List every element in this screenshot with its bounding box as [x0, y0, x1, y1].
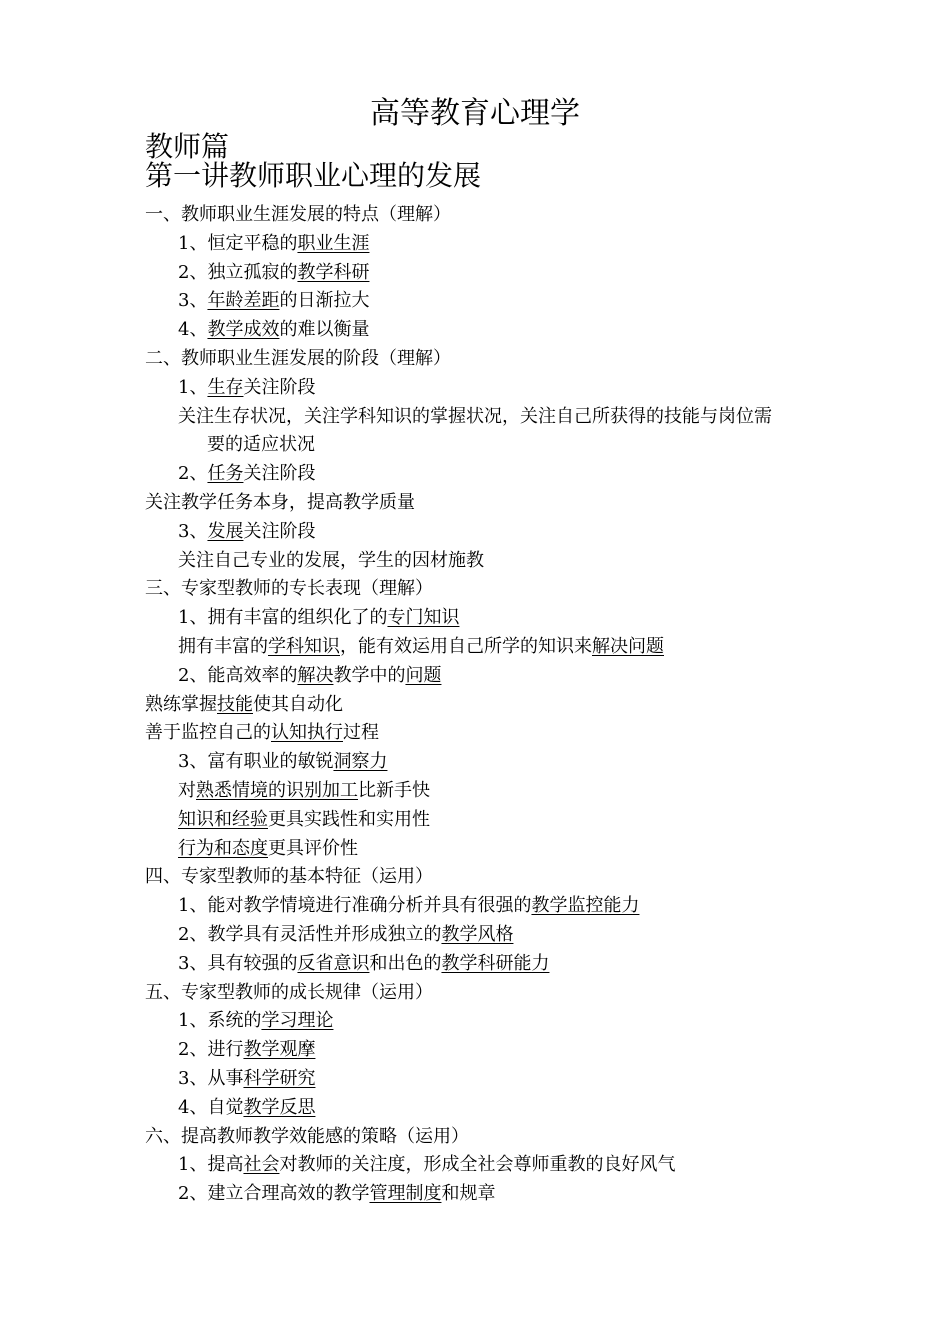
text-segment: 4、自觉	[178, 1096, 244, 1118]
document-title: 高等教育心理学	[370, 96, 580, 131]
text-segment: 3、从事	[178, 1067, 244, 1089]
text-segment: 2、建立合理高效的教学	[178, 1183, 370, 1205]
item-line	[0, 748, 950, 777]
text-segment: 熟练掌握	[145, 693, 217, 715]
underlined-keyword: 年龄差距	[207, 290, 280, 312]
text-segment: 对教师的关注度，形成全社会尊师重教的良好风气	[279, 1154, 676, 1176]
text-segment: 五、专家型教师的成长规律（运用）	[145, 981, 433, 1003]
text-segment: 要的适应状况	[207, 434, 315, 456]
underlined-keyword: 发展	[207, 520, 244, 542]
underlined-keyword: 认知执行	[271, 722, 343, 744]
underlined-keyword: 任务	[207, 463, 244, 485]
underlined-keyword: 教学成效	[207, 319, 280, 341]
item-line	[0, 777, 950, 806]
item-line	[0, 1094, 950, 1123]
section-line	[0, 719, 950, 748]
text-segment: 拥有丰富的	[178, 635, 268, 657]
text-segment: 关注阶段	[243, 520, 316, 542]
underlined-keyword: 教学科研	[297, 261, 370, 283]
underlined-keyword: 知识和经验	[178, 808, 268, 830]
item-line	[0, 1065, 950, 1094]
text-segment: 二、教师职业生涯发展的阶段（理解）	[145, 347, 451, 369]
underlined-keyword: 反省意识	[297, 952, 370, 974]
text-segment: 三、专家型教师的专长表现（理解）	[145, 578, 433, 600]
item-line	[0, 1180, 950, 1209]
text-segment: 过程	[343, 722, 379, 744]
text-segment: 3、具有较强的	[178, 952, 298, 974]
underlined-keyword: 学习理论	[261, 1010, 334, 1032]
text-segment: 2、教学具有灵活性并形成独立的	[178, 923, 442, 945]
text-segment: 的难以衡量	[279, 319, 370, 341]
text-segment: 1、提高	[178, 1154, 244, 1176]
text-segment: 的日渐拉大	[279, 290, 370, 312]
underlined-keyword: 行为和态度	[178, 837, 268, 859]
item-line	[0, 230, 950, 259]
text-segment: 2、	[178, 463, 208, 485]
text-segment: 教学中的	[333, 664, 406, 686]
underlined-keyword: 教学科研能力	[441, 952, 550, 974]
text-segment: 关注阶段	[243, 463, 316, 485]
underlined-keyword: 管理制度	[369, 1183, 442, 1205]
underlined-keyword: 教学观摩	[243, 1039, 316, 1061]
part-title: 教师篇	[145, 130, 230, 163]
text-segment: 2、能高效率的	[178, 664, 298, 686]
section-line	[0, 345, 950, 374]
text-segment: 四、专家型教师的基本特征（运用）	[145, 866, 433, 888]
section-line	[0, 489, 950, 518]
item-line	[0, 1036, 950, 1065]
item-line	[0, 259, 950, 288]
item-line	[0, 547, 950, 576]
item-line	[0, 835, 950, 864]
text-segment: 更具评价性	[268, 837, 358, 859]
text-segment: 1、能对教学情境进行准确分析并具有很强的	[178, 895, 532, 917]
item-line	[0, 316, 950, 345]
section-line	[0, 979, 950, 1008]
text-segment: 六、提高教师教学效能感的策略（运用）	[145, 1125, 469, 1147]
document-body	[0, 201, 950, 1209]
item-line	[0, 431, 950, 460]
item-line	[0, 604, 950, 633]
item-line	[0, 374, 950, 403]
underlined-keyword: 熟悉情境的识别加工	[196, 779, 358, 801]
text-segment: 关注自己专业的发展，学生的因材施教	[178, 549, 484, 571]
item-line	[0, 950, 950, 979]
text-segment: 2、进行	[178, 1039, 244, 1061]
text-segment: 1、拥有丰富的组织化了的	[178, 607, 388, 629]
section-line	[0, 691, 950, 720]
underlined-keyword: 教学风格	[441, 923, 514, 945]
item-line	[0, 662, 950, 691]
underlined-keyword: 技能	[217, 693, 253, 715]
underlined-keyword: 教学监控能力	[531, 895, 640, 917]
text-segment: 4、	[178, 319, 208, 341]
item-line	[0, 806, 950, 835]
section-line	[0, 863, 950, 892]
underlined-keyword: 专门知识	[387, 607, 460, 629]
item-line	[0, 460, 950, 489]
item-line	[0, 287, 950, 316]
text-segment: 关注教学任务本身，提高教学质量	[145, 491, 415, 513]
underlined-keyword: 教学反思	[243, 1096, 316, 1118]
item-line	[0, 1151, 950, 1180]
text-segment: 关注阶段	[243, 376, 316, 398]
underlined-keyword: 解决	[297, 664, 334, 686]
underlined-keyword: 学科知识	[268, 635, 340, 657]
underlined-keyword: 科学研究	[243, 1067, 316, 1089]
item-line	[0, 921, 950, 950]
text-segment: 3、	[178, 290, 208, 312]
text-segment: 比新手快	[358, 779, 430, 801]
text-segment: 使其自动化	[253, 693, 343, 715]
text-segment: 对	[178, 779, 196, 801]
underlined-keyword: 洞察力	[333, 751, 388, 773]
text-segment: 3、	[178, 520, 208, 542]
underlined-keyword: 职业生涯	[297, 232, 370, 254]
text-segment: 3、富有职业的敏锐	[178, 751, 334, 773]
section-line	[0, 1123, 950, 1152]
text-segment: 善于监控自己的	[145, 722, 271, 744]
item-line	[0, 1007, 950, 1036]
text-segment: 和规章	[441, 1183, 496, 1205]
item-line	[0, 403, 950, 432]
text-segment: ，能有效运用自己所学的知识来	[340, 635, 592, 657]
text-segment: 1、系统的	[178, 1010, 262, 1032]
text-segment: 2、独立孤寂的	[178, 261, 298, 283]
underlined-keyword: 解决问题	[592, 635, 664, 657]
underlined-keyword: 社会	[243, 1154, 280, 1176]
text-segment: 一、教师职业生涯发展的特点（理解）	[145, 204, 451, 225]
text-segment: 关注生存状况，关注学科知识的掌握状况，关注自己所获得的技能与岗位需	[178, 405, 772, 427]
item-line	[0, 633, 950, 662]
text-segment: 更具实践性和实用性	[268, 808, 430, 830]
section-line	[0, 575, 950, 604]
lecture-title: 第一讲教师职业心理的发展	[145, 159, 482, 192]
text-segment: 1、	[178, 376, 208, 398]
text-segment: 和出色的	[369, 952, 442, 974]
text-segment: 1、恒定平稳的	[178, 232, 298, 254]
section-line	[0, 201, 950, 230]
underlined-keyword: 问题	[405, 664, 442, 686]
item-line	[0, 518, 950, 547]
item-line	[0, 892, 950, 921]
underlined-keyword: 生存	[207, 376, 244, 398]
